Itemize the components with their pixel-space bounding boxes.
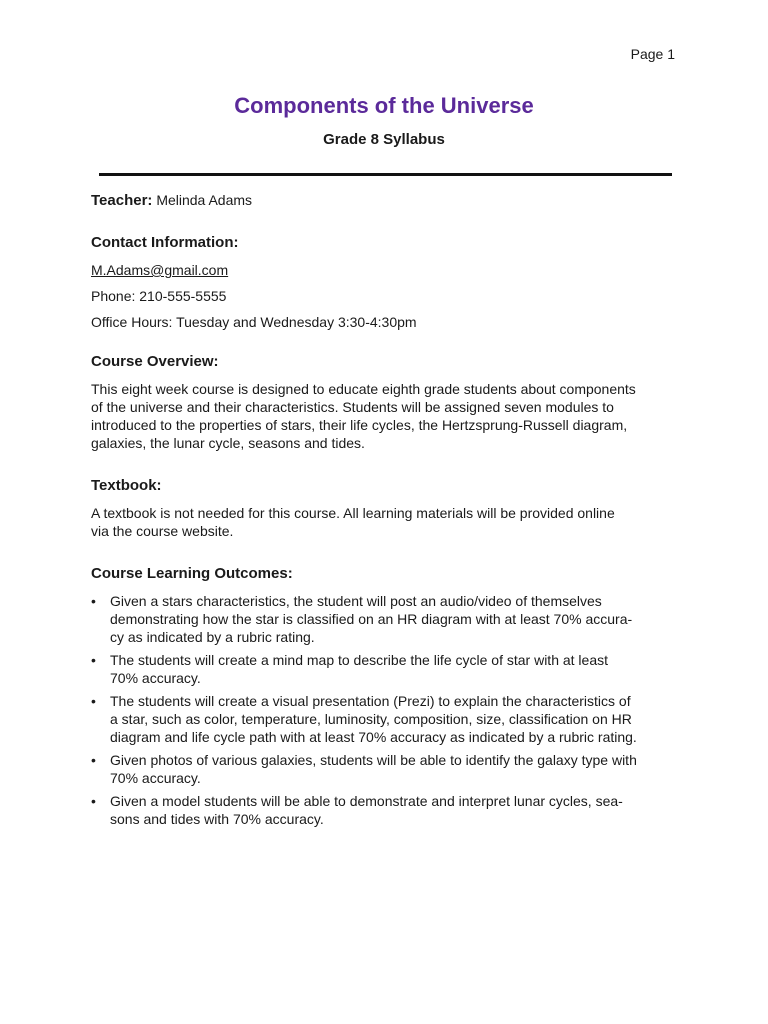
outcome-line: cy as indicated by a rubric rating.	[110, 629, 315, 645]
textbook-paragraph	[91, 504, 683, 540]
overview-heading: Course Overview:	[91, 353, 219, 370]
outcome-line: Given photos of various galaxies, students will be able to identify the galaxy type with	[110, 752, 637, 768]
bullet-icon: •	[91, 793, 96, 809]
list-item	[91, 792, 683, 828]
teacher-line	[91, 191, 683, 210]
contact-section	[91, 234, 683, 331]
list-item	[91, 592, 683, 646]
textbook-section	[91, 477, 683, 540]
phone-text: Phone: 210-555-5555	[91, 288, 227, 304]
list-item	[91, 651, 683, 687]
overview-section	[91, 353, 683, 452]
email-link[interactable]: M.Adams@gmail.com	[91, 262, 229, 278]
bullet-icon: •	[91, 593, 96, 609]
office-hours-text: Office Hours: Tuesday and Wednesday 3:30-4:30pm	[91, 314, 417, 330]
outcome-line: 70% accuracy.	[110, 770, 201, 786]
outcome-line: demonstrating how the star is classified on an HR diagram with at least 70% accura-	[110, 611, 633, 627]
teacher-label: Teacher:	[91, 192, 153, 209]
outcomes-list	[91, 592, 683, 828]
title-divider	[99, 173, 672, 176]
list-item	[91, 751, 683, 787]
outcome-line: sons and tides with 70% accuracy.	[110, 811, 324, 827]
outcomes-section	[91, 565, 683, 828]
outcome-line: a star, such as color, temperature, luminosity, composition, size, classification on HR	[110, 711, 632, 727]
textbook-line: A textbook is not needed for this course. All learning materials will be provided online	[91, 505, 615, 521]
overview-line: of the universe and their characteristics. Students will be assigned seven modules to	[91, 399, 614, 415]
document-subtitle: Grade 8 Syllabus	[323, 131, 445, 148]
outcome-line: The students will create a mind map to describe the life cycle of star with at least	[110, 652, 609, 668]
overview-line: galaxies, the lunar cycle, seasons and tides.	[91, 435, 365, 451]
list-item	[91, 692, 683, 746]
document-title: Components of the Universe	[234, 93, 534, 118]
overview-line: This eight week course is designed to educate eighth grade students about components	[91, 381, 636, 397]
syllabus-body	[91, 191, 683, 833]
contact-heading: Contact Information:	[91, 234, 239, 251]
outcome-line: 70% accuracy.	[110, 670, 201, 686]
bullet-icon: •	[91, 752, 96, 768]
outcome-line: diagram and life cycle path with at least 70% accuracy as indicated by a rubric rating.	[110, 729, 637, 745]
page-number: Page 1	[630, 46, 675, 62]
textbook-heading: Textbook:	[91, 477, 162, 494]
teacher-name: Melinda Adams	[156, 192, 253, 208]
bullet-icon: •	[91, 693, 96, 709]
bullet-icon: •	[91, 652, 96, 668]
textbook-line: via the course website.	[91, 523, 234, 539]
outcome-line: Given a stars characteristics, the student will post an audio/video of themselves	[110, 593, 602, 609]
outcome-line: Given a model students will be able to demonstrate and interpret lunar cycles, sea-	[110, 793, 623, 809]
outcomes-heading: Course Learning Outcomes:	[91, 565, 293, 582]
overview-paragraph	[91, 380, 683, 452]
outcome-line: The students will create a visual presentation (Prezi) to explain the characteristics of	[110, 693, 631, 709]
overview-line: introduced to the properties of stars, their life cycles, the Hertzsprung-Russell diagram,	[91, 417, 628, 433]
